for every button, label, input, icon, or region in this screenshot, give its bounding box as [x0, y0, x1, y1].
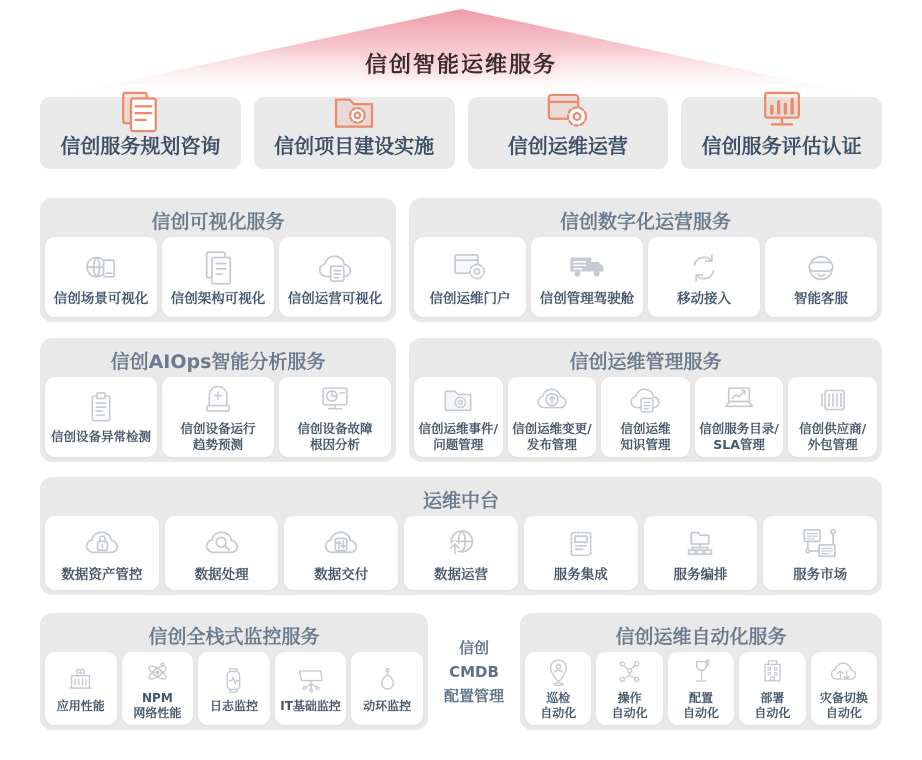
card-label: 配置 自动化	[683, 691, 720, 720]
service-card	[525, 652, 591, 725]
robot-icon	[800, 247, 842, 289]
card-label: 服务编排	[673, 566, 728, 583]
card-label: 日志监控	[209, 698, 258, 713]
atom-icon	[141, 656, 174, 689]
service-card	[351, 652, 423, 725]
chip-icon	[560, 523, 602, 565]
service-card	[284, 516, 398, 590]
card-label: 信创服务目录/ SLA管理	[699, 421, 779, 452]
card-label: 服务集成	[553, 566, 608, 583]
clipboard-icon	[82, 389, 120, 427]
card-label: IT基础监控	[280, 698, 341, 713]
card-label: 信创架构可视化	[170, 290, 266, 307]
card-label: 信创设备运行 趋势预测	[180, 421, 256, 452]
section-visualization	[40, 198, 396, 322]
section-title-middle-platform: 运维中台	[422, 490, 499, 512]
sync-arrows-icon	[683, 247, 725, 289]
card-label: 应用性能	[56, 698, 105, 713]
service-card	[414, 237, 526, 317]
monitor-chart-icon	[755, 85, 809, 139]
section-ops-mgmt	[409, 338, 882, 462]
container-icon	[814, 381, 852, 419]
service-card	[811, 652, 877, 725]
card-label: 数据处理	[194, 566, 249, 583]
section-automation	[520, 613, 882, 730]
device-plus-icon	[199, 381, 237, 419]
service-card	[648, 237, 760, 317]
card-label: 移动接入	[677, 290, 731, 307]
folder-gear-icon	[327, 85, 381, 139]
section-title-digital-ops: 信创数字化运营服务	[559, 211, 731, 233]
docs-icon	[197, 247, 239, 289]
cards-digital-ops	[414, 237, 877, 317]
card-label: 操作 自动化	[611, 691, 648, 720]
card-label: 数据资产管控	[61, 566, 143, 583]
service-card	[739, 652, 805, 725]
section-title-aiops: 信创AIOps智能分析服务	[110, 351, 326, 373]
card-label: 信创管理驾驶舱	[539, 290, 635, 307]
service-card	[788, 377, 877, 457]
section-title-ops-mgmt: 信创运维管理服务	[569, 351, 722, 373]
card-label: 信创服务规划咨询	[60, 134, 221, 158]
card-label: 信创服务评估认证	[701, 134, 862, 158]
cloud-doc-icon	[626, 381, 664, 419]
service-card	[508, 377, 597, 457]
building-icon	[756, 656, 789, 689]
service-card	[668, 652, 734, 725]
cmdb-label: 信创 CMDB 配置管理	[443, 638, 504, 705]
service-card	[122, 652, 194, 725]
service-card	[279, 237, 391, 317]
service-card	[275, 652, 347, 725]
service-card	[414, 377, 503, 457]
network-computers-icon	[799, 523, 841, 565]
nodes-icon	[613, 656, 646, 689]
window-gear-icon	[449, 247, 491, 289]
service-card	[198, 652, 270, 725]
service-card	[165, 516, 279, 590]
truck-icon	[566, 247, 608, 289]
cmdb-block	[428, 613, 520, 730]
cards-ops-mgmt	[414, 377, 877, 457]
monitor-pie-icon	[316, 381, 354, 419]
card-label: 数据交付	[314, 566, 369, 583]
laptop-chart-icon	[720, 381, 758, 419]
service-card	[45, 237, 157, 317]
cloud-search-icon	[201, 523, 243, 565]
folder-gear-icon	[439, 381, 477, 419]
cards-monitoring	[45, 652, 423, 725]
service-card	[40, 97, 241, 169]
card-label: 信创运维运营	[507, 134, 628, 158]
service-card	[765, 237, 877, 317]
card-label: 数据运营	[434, 566, 489, 583]
top-services-row	[40, 97, 882, 169]
pin-person-icon	[542, 656, 575, 689]
card-label: 信创设备异常检测	[50, 429, 151, 445]
cloud-transfer-icon	[320, 523, 362, 565]
card-label: 信创运维门户	[429, 290, 511, 307]
service-card	[404, 516, 518, 590]
card-label: 部署 自动化	[754, 691, 791, 720]
service-card	[45, 652, 117, 725]
balloon-icon	[371, 664, 404, 697]
cards-middle-platform	[45, 516, 877, 590]
globe-phone-icon	[80, 247, 122, 289]
card-label: 信创运维事件/ 问题管理	[418, 421, 499, 452]
section-aiops	[40, 338, 396, 462]
row-aiops-opsmgmt	[40, 338, 882, 462]
row-monitoring-cmdb-automation	[40, 613, 882, 730]
cards-visualization	[45, 237, 391, 317]
page-title: 信创智能运维服务	[364, 53, 557, 78]
service-card	[279, 377, 391, 457]
card-label: 信创项目建设实施	[274, 134, 435, 158]
service-card	[644, 516, 758, 590]
section-monitoring	[40, 613, 428, 730]
service-card	[531, 237, 643, 317]
service-card	[45, 377, 157, 457]
service-card	[45, 516, 159, 590]
cloud-lock-icon	[81, 523, 123, 565]
service-card	[695, 377, 784, 457]
service-card	[162, 377, 274, 457]
globe-arrow-icon	[440, 523, 482, 565]
row-visualization-digital	[40, 198, 882, 322]
card-label: 信创场景可视化	[53, 290, 149, 307]
cloud-arrows-icon	[533, 381, 571, 419]
card-label: 服务市场	[793, 566, 848, 583]
row-middle-platform	[40, 477, 882, 595]
service-card	[254, 97, 455, 169]
section-title-visualization: 信创可视化服务	[151, 211, 285, 233]
card-label: 动环监控	[363, 698, 412, 713]
card-label: 巡检 自动化	[540, 691, 577, 720]
section-title-automation: 信创运维自动化服务	[615, 626, 787, 648]
card-label: 信创运维变更/ 发布管理	[512, 421, 592, 452]
glass-icon	[685, 656, 718, 689]
building-plus-icon	[64, 664, 97, 697]
service-card	[524, 516, 638, 590]
card-label: 信创运营可视化	[287, 290, 383, 307]
docs-plan-icon	[113, 85, 167, 139]
card-label: 信创供应商/ 外包管理	[799, 421, 867, 452]
card-label: 信创运维 知识管理	[620, 421, 671, 452]
service-card	[601, 377, 690, 457]
card-label: NPM 网络性能	[133, 691, 182, 720]
card-label: 灾备切换 自动化	[819, 691, 868, 720]
cards-aiops	[45, 377, 391, 457]
card-label: 信创设备故障 根因分析	[297, 421, 373, 452]
folder-tree-icon	[679, 523, 721, 565]
watch-icon	[217, 664, 250, 697]
section-middle-platform	[40, 477, 882, 595]
cloud-doc-icon	[314, 247, 356, 289]
window-gear-icon	[541, 85, 595, 139]
service-card	[162, 237, 274, 317]
cloud-updown-icon	[827, 656, 860, 689]
section-digital-ops	[409, 198, 882, 322]
section-title-monitoring: 信创全栈式监控服务	[148, 626, 320, 648]
service-card	[468, 97, 669, 169]
service-card	[596, 652, 662, 725]
service-card	[763, 516, 877, 590]
service-card	[681, 97, 882, 169]
monitor-circuit-icon	[294, 664, 327, 697]
card-label: 智能客服	[794, 290, 848, 307]
cards-automation	[525, 652, 877, 725]
